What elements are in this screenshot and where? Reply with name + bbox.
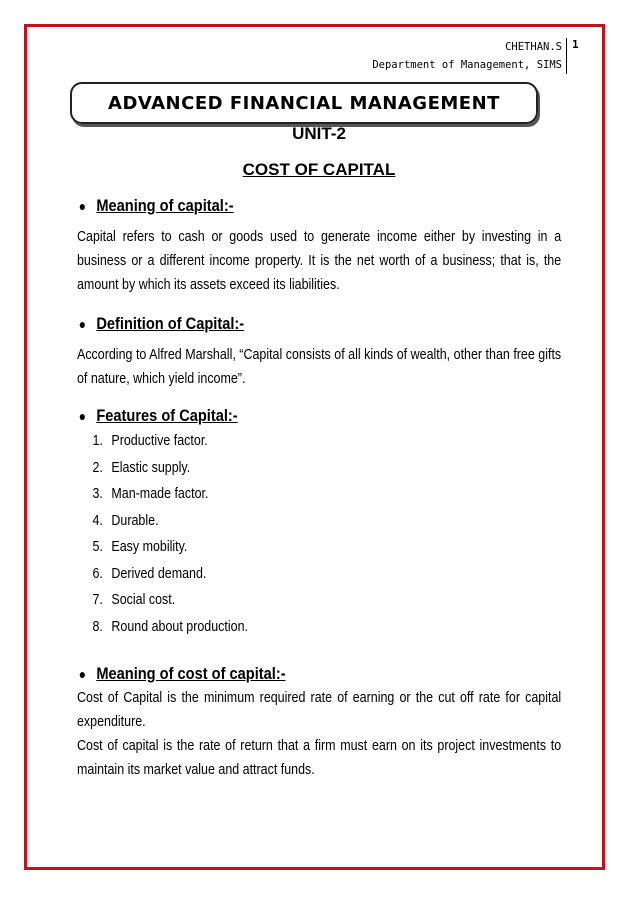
unit-heading: UNIT-2 [292, 124, 346, 143]
item-text: Man-made factor. [111, 486, 209, 502]
heading-text: Meaning of cost of capital:- [96, 664, 286, 683]
page-number: 1 [572, 38, 579, 51]
item-text: Derived demand. [111, 565, 207, 582]
list-item [77, 508, 436, 535]
item-number: 1. [92, 433, 103, 449]
section-features [77, 406, 561, 640]
topic-heading: COST OF CAPITAL [242, 160, 396, 179]
paragraph: According to Alfred Marshall, “Capital consists of all kinds of wealth, other than free gifts of nature, which yield income”. [77, 347, 562, 387]
section-heading [77, 406, 493, 426]
list-item [77, 481, 436, 508]
item-text: Durable. [111, 512, 159, 529]
item-number: 4. [92, 512, 103, 529]
department-name: Department of Management, SIMS [372, 59, 562, 71]
item-number: 3. [92, 486, 103, 502]
bullet-icon: ● [78, 316, 87, 332]
item-text: Productive factor. [111, 433, 208, 449]
item-text: Social cost. [111, 592, 176, 608]
item-number: 5. [92, 539, 103, 555]
item-number: 2. [92, 459, 103, 476]
heading-text: Definition of Capital:- [96, 314, 245, 333]
list-item [77, 614, 436, 641]
item-number: 8. [92, 618, 103, 635]
document-title: ADVANCED FINANCIAL MANAGEMENT [108, 92, 500, 114]
section-heading [77, 196, 493, 216]
page-header [372, 38, 562, 74]
heading-text: Meaning of capital:- [96, 196, 234, 215]
item-text: Elastic supply. [111, 459, 191, 476]
paragraph: Cost of capital is the rate of return that a firm must earn on its project investments to maintain its market value and attract funds. [77, 738, 562, 778]
features-list [77, 428, 561, 640]
bullet-icon: ● [78, 198, 87, 214]
section-cost-meaning [77, 664, 561, 782]
author-name: CHETHAN.S [505, 41, 562, 53]
section-meaning [77, 196, 561, 297]
bullet-icon: ● [78, 666, 87, 682]
heading-text: Features of Capital:- [96, 406, 238, 425]
item-number: 7. [92, 592, 103, 608]
paragraph: Capital refers to cash or goods used to generate income either by investing in a business or a different income property. It is the net worth of a business; that is, the amount by which its assets exceed its liabilities. [77, 229, 562, 293]
title-box [70, 82, 538, 124]
item-number: 6. [92, 565, 103, 582]
bullet-icon: ● [78, 408, 87, 424]
list-item [77, 561, 436, 588]
section-heading [77, 314, 493, 334]
list-item [77, 455, 436, 482]
section-heading [77, 664, 493, 684]
item-text: Round about production. [111, 618, 248, 635]
paragraph: Cost of Capital is the minimum required rate of earning or the cut off rate for capital expenditure. [77, 690, 562, 730]
list-item [77, 587, 436, 614]
section-definition [77, 314, 561, 391]
list-item [77, 428, 436, 455]
header-divider [566, 38, 567, 74]
list-item [77, 534, 436, 561]
item-text: Easy mobility. [111, 539, 188, 555]
